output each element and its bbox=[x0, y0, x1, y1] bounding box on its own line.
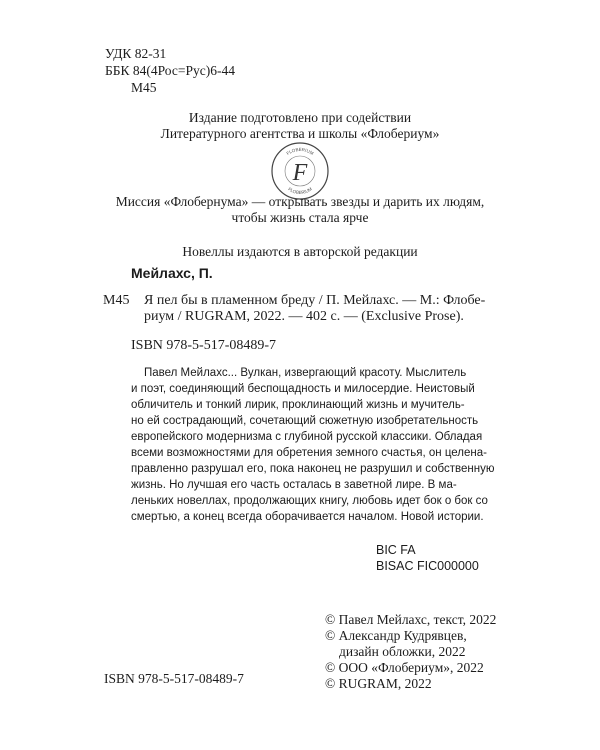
bisac-code: BISAC FIC000000 bbox=[376, 559, 479, 573]
copyright-text: © Павел Мейлахс, текст, 2022 bbox=[325, 612, 497, 627]
catalog-title-line-2: риум / RUGRAM, 2022. — 402 с. — (Exclusive Prose). bbox=[144, 309, 464, 324]
annotation-line: и поэт, соединяющий беспощадность и милосердие. Неистовый bbox=[131, 383, 475, 395]
mission-line-2: чтобы жизнь стала ярче bbox=[231, 210, 369, 225]
mission-line-1: Миссия «Флобернума» — открывать звезды и дарить их людям, bbox=[115, 194, 485, 209]
copyright-design: © Александр Кудрявцев, bbox=[325, 628, 467, 643]
annotation-line: смертью, а конец всегда оборачивается началом. Новой истории. bbox=[131, 511, 484, 523]
copyright-rugram: © RUGRAM, 2022 bbox=[325, 676, 432, 691]
credit-line-2: Литературного агентства и школы «Флобериум» bbox=[160, 126, 440, 141]
annotation-line: Павел Мейлахс... Вулкан, извергающий красоту. Мыслитель bbox=[144, 367, 467, 379]
annotation-line: но ей сострадающий, сочетающий сюжетную изобретательность bbox=[131, 415, 479, 427]
catalog-title-line-1: Я пел бы в пламенном бреду / П. Мейлахс. — М.: Флобе- bbox=[144, 293, 486, 308]
isbn-bottom: ISBN 978-5-517-08489-7 bbox=[104, 671, 244, 686]
logo-letter: F bbox=[292, 160, 308, 186]
bbk-code: ББК 84(4Рос=Рус)6-44 bbox=[105, 63, 235, 78]
logo-text-top: FLOBERIUM bbox=[285, 146, 315, 156]
annotation-line: леньких новеллах, продолжающих книгу, любовь идет бок о бок со bbox=[131, 495, 488, 507]
catalog-author: Мейлахс, П. bbox=[131, 265, 213, 281]
annotation-line: жизнь. Но лучшая его часть осталась в заветной лире. В ма- bbox=[131, 479, 457, 491]
annotation-line: обличитель и тонкий лирик, проклинающий жизнь и мучитель- bbox=[131, 399, 465, 411]
annotation-line: всеми возможностями для обретения земного счастья, он целена- bbox=[131, 447, 487, 459]
bic-code: BIC FA bbox=[376, 543, 416, 557]
logo-text-bottom: FLOBERIUM bbox=[287, 186, 313, 196]
catalog-mark: М45 bbox=[103, 293, 130, 308]
credit-line-1: Издание подготовлено при содействии bbox=[188, 110, 412, 125]
annotation-line: европейского модернизма с глубиной русской классики. Обладая bbox=[131, 431, 483, 443]
catalog-isbn: ISBN 978-5-517-08489-7 bbox=[131, 338, 277, 353]
copyright-publisher: © ООО «Флобериум», 2022 bbox=[325, 660, 484, 675]
annotation-line: правленно разрушал его, пока наконец не разрушил и собственную bbox=[131, 463, 495, 475]
udk-code: УДК 82-31 bbox=[105, 46, 167, 61]
author-mark-code: М45 bbox=[131, 80, 157, 95]
edition-note: Новеллы издаются в авторской редакции bbox=[182, 244, 418, 259]
copyright-design-cont: дизайн обложки, 2022 bbox=[339, 644, 466, 659]
